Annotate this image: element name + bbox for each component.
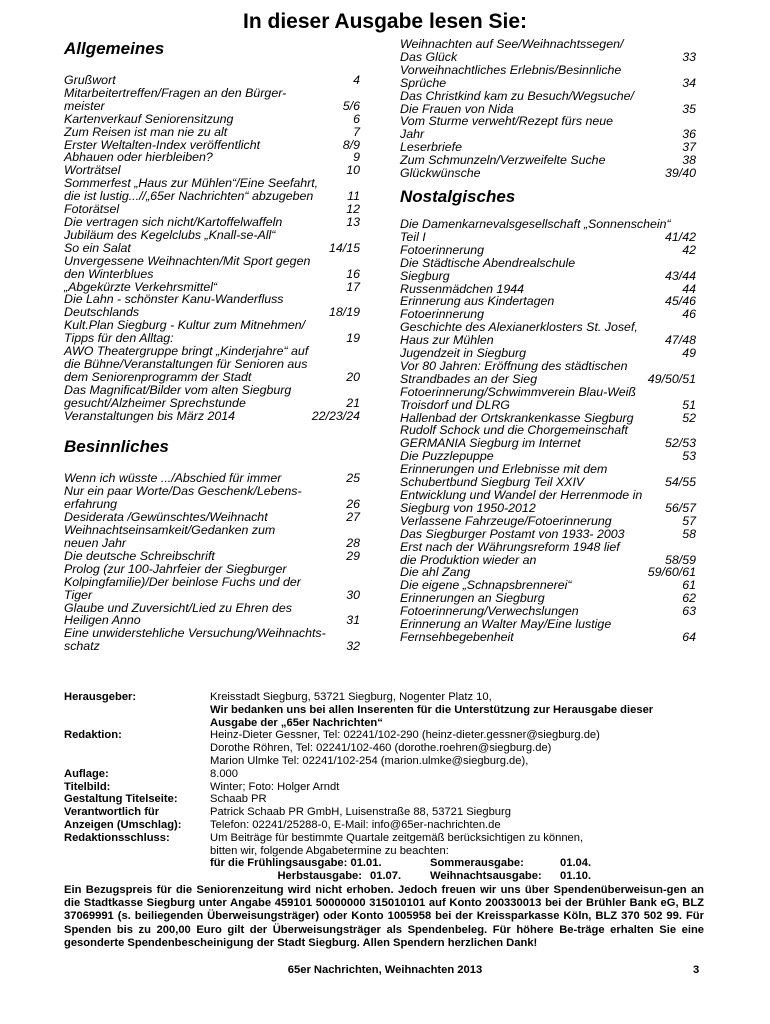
toc-entry — [400, 463, 698, 489]
toc-entry-page: 51 — [682, 397, 696, 412]
toc-entry-page: 4 — [353, 73, 360, 87]
imprint-value: 8.000 — [210, 767, 238, 780]
toc-entry — [64, 410, 362, 423]
imprint-value: Um Beiträge für bestimmte Quartale zeitgemäß berücksichtigen zu können, — [210, 831, 584, 844]
toc-entry-page: 32 — [346, 639, 360, 654]
toc-entry-title: Leserbriefe — [400, 140, 462, 155]
toc-entry — [400, 541, 698, 567]
deadline-herbst-label: Herbstausgabe: — [277, 870, 362, 883]
toc-entry-page: 42 — [682, 242, 696, 257]
toc-entry-page: 33 — [682, 49, 696, 64]
toc-entry-page: 6 — [353, 111, 360, 126]
toc-entry-title: Weihnachten auf See/Weihnachtssegen/ Das Glück — [400, 37, 624, 64]
toc-entry — [64, 563, 362, 602]
deadline-sommer-value: 01.04. — [560, 857, 592, 870]
toc-entry-title: Weihnachtseinsamkeit/Gedanken zum neuen Jahr — [64, 523, 276, 550]
toc-entry-page: 52 — [682, 410, 696, 425]
toc-entry-page: 63 — [682, 604, 696, 619]
toc-entry-title: Kartenverkauf Seniorensitzung — [64, 111, 234, 126]
toc-entry-page: 57 — [682, 513, 696, 528]
toc-entry-title: Die vertragen sich nicht/Kartoffelwaffeln — [64, 214, 283, 229]
toc-entry-title: Zum Schmunzeln/Verzweifelte Suche — [400, 153, 606, 168]
imprint-label: Redaktionsschluss: — [64, 831, 170, 844]
toc-entry-page: 58 — [682, 526, 696, 541]
toc-entry-page: 22/23/24 — [311, 408, 360, 423]
toc-entry — [64, 216, 362, 229]
imprint-value: Ausgabe der „65er Nachrichten“ — [210, 716, 383, 729]
toc-entry — [400, 257, 698, 283]
toc-entry-title: Kult.Plan Siegburg - Kultur zum Mitnehmen/ Tipps für den Alltag: — [64, 318, 306, 346]
toc-entry-title: Das Magnificat/Bilder vom alten Siegburg gesucht/Alzheimer Sprechstunde — [64, 382, 292, 410]
toc-entry — [400, 115, 698, 141]
toc-entry — [64, 524, 362, 550]
toc-entry-title: Die Damenkarnevalsgesellschaft „Sonnenschein“ Teil I — [400, 216, 671, 244]
toc-entry-title: Hallenbad der Ortskrankenkasse Siegburg — [400, 410, 634, 425]
toc-entry-title: Die Städtische Abendrealschule Siegburg — [400, 255, 576, 283]
toc-entry-title: Eine unwiderstehliche Versuchung/Weihnachts- schatz — [64, 626, 326, 654]
deadline-herbst-value: 01.07. — [370, 870, 402, 883]
toc-entry-title: AWO Theatergruppe bringt „Kinderjahre“ auf die Bühne/Veranstaltungen für Senioren aus dem Seniorenprogramm der Stadt — [64, 344, 309, 384]
toc-entry-page: 28 — [346, 536, 360, 550]
toc-left-column — [64, 38, 362, 653]
toc-entry — [400, 489, 698, 515]
toc-entry — [64, 319, 362, 345]
toc-entry — [400, 347, 698, 360]
toc-entry — [64, 126, 362, 139]
toc-entry-page: 54/55 — [664, 475, 696, 490]
toc-entry-page: 30 — [346, 587, 360, 602]
imprint-label: Redaktion: — [64, 729, 122, 742]
toc-entry-page: 18/19 — [328, 305, 360, 320]
toc-entry-page: 9 — [353, 150, 360, 165]
toc-entry-title: Grußwort — [64, 73, 116, 87]
toc-entry-title: Abhauen oder hierbleiben? — [64, 150, 213, 165]
toc-entry-page: 39/40 — [664, 166, 696, 181]
toc-entry-page: 26 — [346, 497, 360, 512]
page-title: In dieser Ausgabe lesen Sie: — [243, 10, 527, 33]
imprint-row-gestaltung — [64, 793, 714, 806]
toc-entry-title: Fotoerinnerung/Schwimmverein Blau-Weiß Troisdorf und DLRG — [400, 384, 636, 412]
footer-publication: 65er Nachrichten, Weihnachten 2013 — [287, 964, 483, 976]
toc-entry-page: 37 — [682, 140, 696, 155]
toc-entry-page: 47/48 — [664, 333, 696, 348]
deadline-weihnacht-value: 01.10. — [560, 870, 592, 883]
toc-right-column — [400, 38, 698, 644]
toc-entry-title: Vor 80 Jahren: Eröffnung des städtischen Strandbades an der Sieg — [400, 358, 628, 386]
toc-entry — [400, 528, 698, 541]
toc-entry-title: Das Siegburger Postamt von 1933- 2003 — [400, 526, 625, 541]
toc-entry-page: 59/60/61 — [647, 565, 696, 580]
deadline-weihnacht-label: Weihnachtsausgabe: — [430, 870, 542, 883]
toc-entry-page: 19 — [346, 331, 360, 346]
deadline-row-2 — [210, 870, 714, 883]
toc-entry-title: Rudolf Schock und die Chorgemeinschaft GERMANIA Siegburg im Internet — [400, 423, 628, 451]
toc-entry — [64, 74, 362, 87]
imprint — [64, 691, 714, 883]
toc-entry-title: Erinnerungen und Erlebnisse mit dem Schubertbund Siegburg Teil XXIV — [400, 462, 608, 490]
toc-entry-title: Die deutsche Schreibschrift — [64, 548, 215, 563]
toc-entry-title: Entwicklung und Wandel der Herrenmode in Siegburg von 1950-2012 — [400, 488, 643, 515]
imprint-row-anzeigen — [64, 819, 714, 832]
toc-entry — [400, 360, 698, 386]
toc-entry-page: 43/44 — [664, 268, 696, 283]
toc-entry-title: Erst nach der Währungsreform 1948 lief die Produktion wieder an — [400, 539, 620, 567]
toc-entry-page: 17 — [346, 279, 360, 294]
toc-entry-page: 34 — [682, 75, 696, 90]
imprint-label: Auflage: — [64, 767, 109, 780]
toc-entry-title: Erinnerung an Walter May/Eine lustige Fernsehbegebenheit — [400, 617, 612, 644]
toc-entry-page: 58/59 — [664, 552, 696, 567]
toc-entry-title: Fotoerinnerung — [400, 307, 485, 322]
imprint-row-titelbild — [64, 781, 714, 794]
imprint-value: Dorothe Röhren, Tel: 02241/102-460 (dorothe.roehren@siegburg.de) — [210, 742, 552, 755]
toc-entry-page: 64 — [682, 629, 696, 644]
toc-entry-page: 25 — [346, 471, 360, 486]
toc-entry-page: 45/46 — [664, 294, 696, 309]
imprint-label: Anzeigen (Umschlag): — [64, 818, 182, 831]
toc-entry-title: Desiderata /Gewünschtes/Weihnacht — [64, 510, 268, 525]
toc-entry-title: „Abgekürzte Verkehrsmittel“ — [64, 279, 218, 294]
toc-entry-title: Zum Reisen ist man nie zu alt — [64, 124, 228, 139]
imprint-row-auflage — [64, 768, 714, 781]
imprint-value: Telefon: 02241/25288-0, E-Mail: info@65er-nachrichten.de — [210, 818, 501, 831]
toc-entry — [64, 177, 362, 203]
toc-entry-page: 27 — [346, 510, 360, 525]
toc-entry-title: Prolog (zur 100-Jahrfeier der Siegburger Kolpingfamilie)/Der beinlose Fuchs und der Tiger — [64, 561, 301, 602]
toc-entry — [64, 87, 362, 113]
imprint-row-herausgeber — [64, 691, 714, 729]
toc-entry-page: 12 — [346, 202, 360, 217]
imprint-label: Gestaltung Titelseite: — [64, 793, 178, 806]
toc-entry — [400, 64, 698, 90]
toc-entry-title: Die Puzzlepuppe — [400, 449, 494, 464]
toc-entry-page: 35 — [682, 101, 696, 116]
toc-list-nostalgisches — [400, 218, 698, 644]
toc-entry-page: 52/53 — [664, 436, 696, 451]
toc-list-besinnliches-continued — [400, 38, 698, 180]
imprint-value: Wir bedanken uns bei allen Inserenten für die Unterstützung zur Herausgabe dieser — [210, 703, 654, 716]
toc-entry — [64, 345, 362, 384]
toc-entry-title: Die ahl Zang — [400, 565, 471, 580]
toc-entry — [400, 515, 698, 528]
toc-entry — [400, 167, 698, 180]
toc-entry-page: 21 — [346, 395, 360, 410]
toc-entry — [400, 386, 698, 412]
toc-list-allgemeines — [64, 74, 362, 422]
toc-entry-page: 61 — [682, 578, 696, 593]
toc-entry-title: Fotorätsel — [64, 202, 120, 217]
toc-entry-page: 56/57 — [664, 500, 696, 515]
imprint-value: Heinz-Dieter Gessner, Tel: 02241/102-290 (heinz-dieter.gessner@siegburg.de) — [210, 729, 600, 742]
imprint-value: bitten wir, folgende Abgabetermine zu beachten: — [210, 844, 449, 857]
toc-entry-page: 13 — [346, 214, 360, 229]
toc-entry-title: Russenmädchen 1944 — [400, 281, 524, 296]
imprint-value: Patrick Schaab PR GmbH, Luisenstraße 88, 53721 Siegburg — [210, 806, 511, 819]
toc-entry-page: 5/6 — [342, 98, 360, 113]
toc-list-besinnliches — [64, 472, 362, 653]
toc-entry-title: Vorweihnachtliches Erlebnis/Besinnliche Sprüche — [400, 62, 622, 90]
toc-entry-title: Erinnerung aus Kindertagen — [400, 294, 555, 309]
toc-entry-title: Jubiläum des Kegelclubs „Knall-se-All“ So ein Salat — [64, 227, 276, 255]
imprint-value: Marion Ulmke Tel: 02241/102-254 (marion.ulmke@siegburg.de), — [210, 754, 529, 767]
toc-entry-page: 49 — [682, 346, 696, 361]
footer-page-number: 3 — [693, 964, 700, 976]
imprint-row-redaktionsschluss — [64, 832, 714, 883]
toc-entry-title: Erinnerungen an Siegburg — [400, 591, 545, 606]
toc-entry — [64, 113, 362, 126]
toc-entry — [64, 229, 362, 255]
toc-entry-title: Nur ein paar Worte/Das Geschenk/Lebens- erfahrung — [64, 484, 302, 512]
imprint-label: Verantwortlich für — [64, 806, 160, 819]
deadline-fruehling: für die Frühlingsausgabe: 01.01. — [210, 857, 382, 870]
toc-entry — [64, 384, 362, 410]
toc-entry-title: Fotoerinnerung — [400, 242, 485, 257]
toc-entry-page: 36 — [682, 127, 696, 142]
imprint-value: Winter; Foto: Holger Arndt — [210, 780, 340, 793]
toc-entry-title: Mitarbeitertreffen/Fragen an den Bürger- meister — [64, 85, 287, 113]
toc-entry-page: 44 — [682, 281, 696, 296]
toc-entry-page: 53 — [682, 449, 696, 464]
toc-entry-page: 16 — [346, 266, 360, 281]
toc-entry-page: 10 — [346, 163, 360, 178]
deadline-row-1 — [210, 857, 714, 870]
toc-entry-title: Veranstaltungen bis März 2014 — [64, 408, 236, 423]
toc-entry-page: 62 — [682, 591, 696, 606]
toc-entry-page: 41/42 — [664, 229, 696, 244]
toc-entry-page: 11 — [347, 189, 360, 204]
toc-entry — [400, 90, 698, 116]
imprint-row-redaktion — [64, 729, 714, 767]
toc-entry-title: Jugendzeit in Siegburg — [400, 346, 527, 361]
toc-entry — [64, 293, 362, 319]
toc-entry-title: Die Lahn - schönster Kanu-Wanderfluss Deutschlands — [64, 292, 284, 320]
toc-entry-title: Worträtsel — [64, 163, 121, 178]
toc-entry-page: 49/50/51 — [647, 371, 696, 386]
imprint-value: Kreisstadt Siegburg, 53721 Siegburg, Nogenter Platz 10, — [210, 691, 492, 703]
section-heading-allgemeines: Allgemeines — [64, 39, 165, 58]
toc-entry-page: 46 — [682, 307, 696, 322]
toc-entry — [64, 550, 362, 563]
imprint-value: Schaab PR — [210, 793, 267, 806]
toc-entry-page: 20 — [346, 369, 360, 384]
section-heading-nostalgisches: Nostalgisches — [400, 186, 516, 206]
toc-entry-page: 14/15 — [328, 240, 360, 255]
toc-entry — [400, 618, 698, 644]
toc-entry-title: Sommerfest „Haus zur Mühlen“/Eine Seefahrt, die ist lustig...//„65er Nachrichten“ abzugeben — [64, 176, 319, 204]
deadline-sommer-label: Sommerausgabe: — [430, 857, 524, 870]
toc-entry — [400, 244, 698, 257]
donation-notice: Ein Bezugspreis für die Seniorenzeitung wird nicht erhoben. Jedoch freuen wir uns über Spendenüberweisun-gen an die Stadtkasse Siegburg unter Angabe 459101 50000000 315010101 auf Konto 200330013 bei der Brühler Bank eG, BLZ 37069991 (s. beiliegenden Überweisungsträger) oder Konto 1005958 bei der Kreissparkasse Köln, BLZ 370 502 99. Für Spenden bis zu 200,00 Euro gilt der Überweisungsträger als Spendenbeleg. Für höhere Be-träge erhalten Sie eine gesonderte Spendenbescheinigung der Stadt Siegburg. Allen Spendern herzlichen Dank! — [64, 884, 704, 949]
toc-entry — [400, 321, 698, 347]
toc-entry — [400, 218, 698, 244]
toc-entry-title: Glückwünsche — [400, 166, 481, 181]
toc-entry-title: Erster Weltalten-Index veröffentlicht — [64, 137, 261, 152]
toc-entry-title: Fotoerinnerung/Verwechslungen — [400, 604, 579, 619]
toc-entry-title: Verlassene Fahrzeuge/Fotoerinnerung — [400, 513, 612, 528]
toc-entry — [64, 255, 362, 281]
toc-entry-title: Wenn ich wüsste .../Abschied für immer — [64, 471, 282, 486]
toc-entry-page: 31 — [346, 613, 360, 628]
toc-entry-page: 8/9 — [342, 137, 360, 152]
toc-entry-title: Vom Sturme verweht/Rezept fürs neue Jahr — [400, 114, 614, 142]
toc-entry — [400, 424, 698, 450]
toc-entry-page: 38 — [682, 153, 696, 168]
toc-entry — [64, 485, 362, 511]
imprint-row-verantwortlich — [64, 806, 714, 819]
section-heading-besinnliches: Besinnliches — [64, 437, 169, 457]
imprint-label: Herausgeber: — [64, 691, 137, 703]
toc-entry-page: 7 — [353, 124, 360, 139]
toc-entry-page: 29 — [346, 548, 360, 563]
toc-entry — [64, 602, 362, 628]
toc-entry-title: Die eigene „Schnapsbrennerei“ — [400, 578, 572, 593]
toc-entry — [64, 627, 362, 653]
toc-entry-title: Das Christkind kam zu Besuch/Wegsuche/ Die Frauen von Nida — [400, 88, 634, 116]
imprint-label: Titelbild: — [64, 780, 111, 793]
toc-entry-title: Glaube und Zuversicht/Lied zu Ehren des Heiligen Anno — [64, 600, 292, 628]
toc-entry-title: Geschichte des Alexianerklosters St. Josef, Haus zur Mühlen — [400, 320, 638, 348]
toc-entry-title: Unvergessene Weihnachten/Mit Sport gegen den Winterblues — [64, 253, 311, 281]
toc-entry — [400, 38, 698, 64]
